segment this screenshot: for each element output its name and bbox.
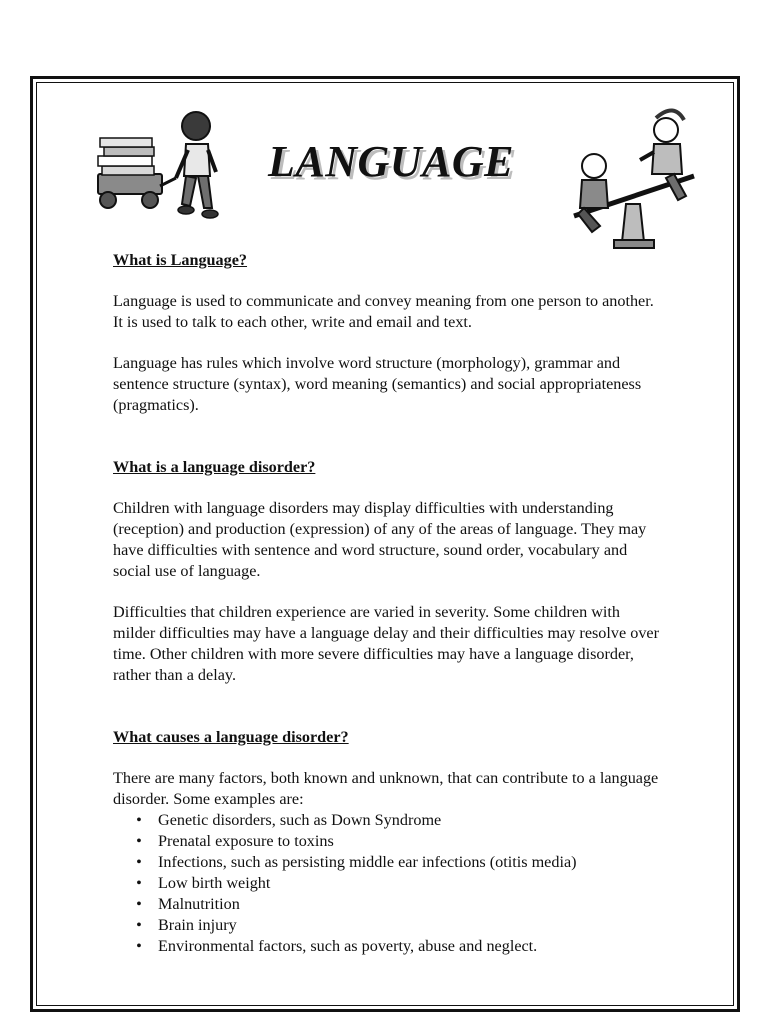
list-item: • Low birth weight: [133, 873, 663, 894]
paragraph: Language is used to communicate and convey meaning from one person to another. It is used to talk to each other, write and email and text.: [113, 292, 654, 331]
causes-list: [113, 810, 663, 957]
children-seesaw-clipart: [570, 104, 700, 256]
list-item: • Genetic disorders, such as Down Syndrome: [133, 810, 663, 831]
list-item: • Infections, such as persisting middle ear infections (otitis media): [133, 852, 663, 873]
list-item: • Prenatal exposure to toxins: [133, 831, 663, 852]
page-title: LANGUAGE: [268, 137, 515, 186]
list-item: • Brain injury: [133, 915, 663, 936]
bullet-icon: •: [136, 832, 142, 850]
paragraph: Language has rules which involve word structure (morphology), grammar and sentence structure (syntax), word meaning (semantics) and social appropriateness (pragmatics).: [113, 354, 642, 414]
bullet-icon: •: [136, 811, 142, 829]
list-item: • Environmental factors, such as poverty, abuse and neglect.: [133, 936, 663, 957]
bullet-icon: •: [136, 874, 142, 892]
paragraph: There are many factors, both known and unknown, that can contribute to a language disorder. Some examples are:: [113, 769, 659, 808]
bullet-icon: •: [136, 895, 142, 913]
section-heading: What is a language disorder?: [113, 458, 316, 476]
bullet-icon: •: [136, 853, 142, 871]
content-body: [113, 250, 663, 957]
paragraph: Children with language disorders may display difficulties with understanding (reception) and production (expression) of any of the areas of language. They may have difficulties with sentence and word structure, sound order, vocabulary and social use of language.: [113, 499, 647, 580]
section-heading: What is Language?: [113, 251, 248, 269]
child-wagon-books-clipart: [92, 104, 224, 226]
bullet-icon: •: [136, 916, 142, 934]
paragraph: Difficulties that children experience are varied in severity. Some children with milder difficulties may have a language delay and their difficulties may resolve over time. Other children with more severe difficulties may have a language disorder, rather than a delay.: [113, 603, 659, 684]
list-item: • Malnutrition: [133, 894, 663, 915]
section-heading: What causes a language disorder?: [113, 728, 349, 746]
bullet-icon: •: [136, 937, 142, 955]
